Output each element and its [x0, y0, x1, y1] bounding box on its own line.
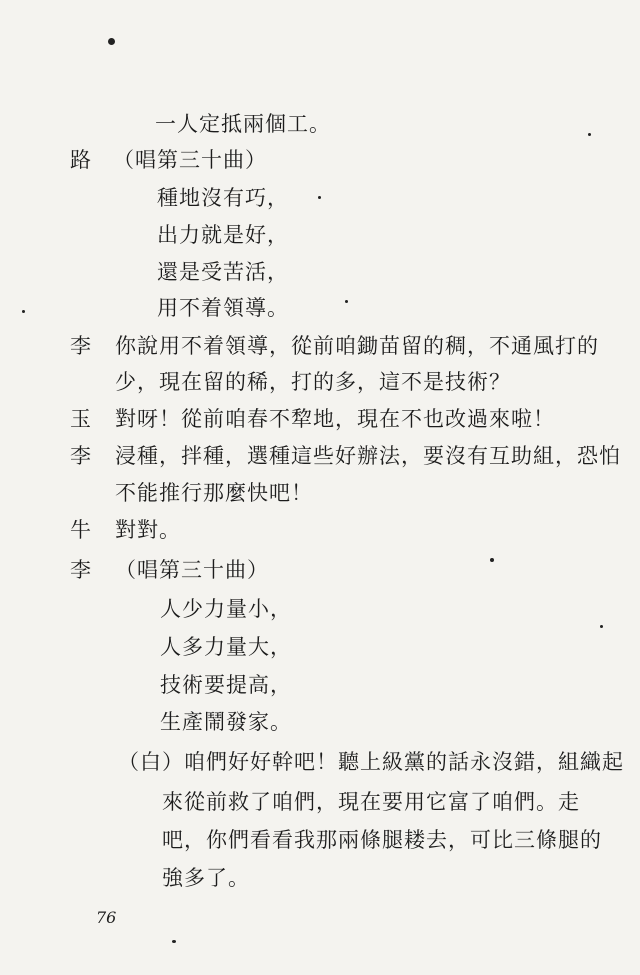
speaker-label-li: 李 — [70, 444, 91, 468]
dialogue-line: 你說用不着領導，從前咱鋤苗留的稠，不通風打的 — [115, 334, 599, 358]
speaker-label-li: 李 — [70, 334, 91, 358]
stage-direction: （唱第三十曲） — [113, 148, 267, 172]
song-line: 人少力量小， — [160, 597, 292, 621]
song-line: 用不着領導。 — [157, 296, 289, 320]
song-line: 技術要提高， — [160, 673, 292, 697]
speaker-label-li: 李 — [70, 558, 91, 582]
song-line: 還是受苦活， — [157, 260, 289, 284]
dialogue-line: 強多了。 — [162, 866, 250, 890]
text-line: 一人定抵兩個工。 — [155, 112, 331, 136]
song-line: 種地沒有巧， — [157, 186, 289, 210]
dialogue-line: 對對。 — [115, 518, 181, 542]
speaker-label-wang: 玉 — [70, 407, 91, 431]
speaker-label-lu: 路 — [70, 148, 91, 172]
page-number: 76 — [96, 908, 117, 927]
print-speck — [345, 300, 348, 303]
song-line: 生產鬧發家。 — [160, 710, 292, 734]
stage-direction: （唱第三十曲） — [115, 558, 269, 582]
print-speck — [318, 196, 321, 199]
dialogue-line: 少，現在留的稀，打的多，這不是技術？ — [115, 370, 511, 394]
song-line: 人多力量大， — [160, 635, 292, 659]
print-speck — [172, 940, 176, 943]
dialogue-line: （白）咱們好好幹吧！聽上級黨的話永沒錯，組織起 — [118, 750, 624, 774]
dialogue-line: 不能推行那麼快吧！ — [115, 481, 313, 505]
print-speck — [108, 38, 115, 45]
print-speck — [588, 133, 591, 136]
song-line: 出力就是好， — [157, 223, 289, 247]
speaker-label-niu: 牛 — [70, 518, 91, 542]
dialogue-line: 來從前救了咱們，現在要用它富了咱們。走 — [162, 790, 580, 814]
dialogue-line: 對呀！從前咱春不犂地，現在不也改過來啦！ — [115, 407, 555, 431]
print-speck — [22, 310, 25, 313]
print-speck — [600, 625, 603, 628]
dialogue-line: 吧，你們看看我那兩條腿耧去，可比三條腿的 — [162, 828, 602, 852]
print-speck — [490, 558, 494, 562]
dialogue-line: 浸種，拌種，選種這些好辦法，要沒有互助組，恐怕 — [115, 444, 621, 468]
